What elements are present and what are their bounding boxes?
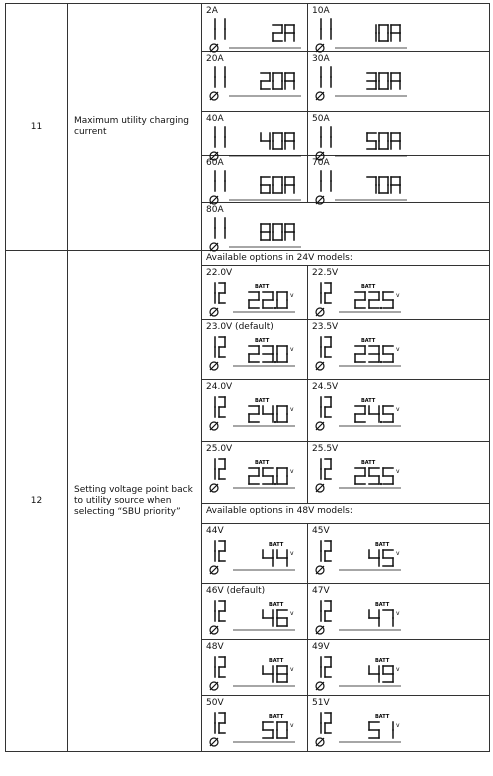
lcd-program-code-digit <box>219 657 225 677</box>
lcd-batt-label: BATT <box>375 658 390 664</box>
program-number-11: 11 <box>6 4 68 251</box>
lcd-value-digit <box>285 177 294 193</box>
setting-icon <box>316 626 324 634</box>
option-cell <box>202 584 308 640</box>
lcd-display <box>311 538 491 580</box>
option-label: 23.5V <box>312 322 339 332</box>
lcd-display <box>205 215 385 257</box>
header-48v-options: Available options in 48V models: <box>202 504 490 524</box>
program-description-12: Setting voltage point back to utility source when selecting “SBU priority” <box>68 251 202 752</box>
lcd-value-digit <box>273 73 282 89</box>
lcd-unit: v <box>396 666 400 673</box>
lcd-value-digit <box>379 25 388 41</box>
option-cell <box>202 266 308 320</box>
lcd-value-digit <box>277 406 287 422</box>
lcd-unit: v <box>396 550 400 557</box>
lcd-batt-label: BATT <box>375 714 390 720</box>
lcd-value-digit <box>355 406 365 422</box>
option-label: 50A <box>312 114 330 124</box>
lcd-unit: v <box>290 292 294 299</box>
lcd-batt-label: BATT <box>255 460 270 466</box>
setting-icon <box>210 196 218 204</box>
lcd-value-digit <box>277 346 287 362</box>
option-label: 49V <box>312 642 330 652</box>
setting-icon <box>316 92 324 100</box>
option-cell <box>308 266 490 320</box>
option-cell <box>308 52 490 112</box>
lcd-batt-label: BATT <box>361 398 376 404</box>
lcd-display <box>311 64 491 106</box>
lcd-value-digit <box>391 177 400 193</box>
option-cell <box>202 380 308 442</box>
option-label: 45V <box>312 526 330 536</box>
lcd-batt-label: BATT <box>269 658 284 664</box>
setting-icon <box>210 682 218 690</box>
lcd-unit: v <box>290 406 294 413</box>
setting-icon <box>316 44 324 52</box>
lcd-value-digit <box>391 73 400 89</box>
lcd-value-digit <box>369 346 379 362</box>
lcd-program-code-digit <box>325 337 331 357</box>
lcd-unit: v <box>290 722 294 729</box>
option-cell <box>308 696 490 752</box>
option-cell <box>202 442 308 504</box>
option-label: 24.5V <box>312 382 339 392</box>
option-label: 80A <box>206 205 224 215</box>
lcd-program-code-digit <box>325 657 331 677</box>
lcd-value-digit <box>277 292 287 308</box>
lcd-value-digit <box>263 550 273 566</box>
setting-icon <box>210 484 218 492</box>
lcd-value-digit <box>277 722 287 738</box>
lcd-program-code-digit <box>219 337 225 357</box>
lcd-decimal-point <box>274 361 276 363</box>
option-cell <box>308 524 490 584</box>
lcd-value-digit <box>285 133 294 149</box>
setting-icon <box>316 484 324 492</box>
lcd-value-digit <box>277 610 287 626</box>
lcd-value-digit <box>285 73 294 89</box>
header-24v-options: Available options in 24V models: <box>202 251 490 266</box>
lcd-value-digit <box>383 468 393 484</box>
setting-icon <box>316 308 324 316</box>
lcd-batt-label: BATT <box>361 460 376 466</box>
lcd-value-digit <box>383 406 393 422</box>
lcd-display <box>311 334 491 376</box>
lcd-value-digit <box>379 133 388 149</box>
option-label: 47V <box>312 586 330 596</box>
lcd-value-digit <box>383 550 393 566</box>
option-cell <box>308 4 490 52</box>
setting-icon <box>210 44 218 52</box>
lcd-program-code-digit <box>325 601 331 621</box>
program-description-11: Maximum utility charging current <box>68 4 202 251</box>
lcd-value-digit <box>249 292 259 308</box>
setting-icon <box>210 243 218 251</box>
option-label: 23.0V (default) <box>206 322 274 332</box>
option-label: 40A <box>206 114 224 124</box>
option-cell <box>202 696 308 752</box>
lcd-unit: v <box>396 406 400 413</box>
lcd-unit: v <box>396 722 400 729</box>
lcd-program-code-digit <box>219 713 225 733</box>
lcd-value-digit <box>379 73 388 89</box>
lcd-display <box>311 168 491 210</box>
lcd-program-code-digit <box>325 541 331 561</box>
lcd-batt-label: BATT <box>255 338 270 344</box>
setting-icon <box>210 362 218 370</box>
lcd-value-digit <box>391 25 400 41</box>
lcd-value-digit <box>261 133 270 149</box>
lcd-program-code-digit <box>219 541 225 561</box>
lcd-display <box>311 124 491 166</box>
option-label: 20A <box>206 54 224 64</box>
option-label: 30A <box>312 54 330 64</box>
option-cell <box>202 112 308 156</box>
option-label: 25.5V <box>312 444 339 454</box>
lcd-program-code-digit <box>325 459 331 479</box>
option-cell <box>202 640 308 696</box>
lcd-unit: v <box>290 666 294 673</box>
lcd-value-digit <box>369 550 379 566</box>
lcd-value-digit <box>273 177 282 193</box>
lcd-batt-label: BATT <box>269 714 284 720</box>
lcd-program-code-digit <box>325 397 331 417</box>
lcd-value-digit <box>367 177 376 193</box>
lcd-unit: v <box>290 346 294 353</box>
option-label: 46V (default) <box>206 586 266 596</box>
lcd-unit: v <box>290 550 294 557</box>
lcd-value-digit <box>261 73 270 89</box>
lcd-decimal-point <box>380 361 382 363</box>
program-number-12: 12 <box>6 251 68 752</box>
lcd-value-digit <box>355 292 365 308</box>
setting-icon <box>210 626 218 634</box>
option-cell <box>308 640 490 696</box>
lcd-program-code-digit <box>219 283 225 303</box>
lcd-unit: v <box>290 610 294 617</box>
lcd-display <box>311 280 491 322</box>
lcd-value-digit <box>369 722 379 738</box>
option-cell <box>202 4 308 52</box>
lcd-display <box>311 456 491 498</box>
lcd-value-digit <box>391 133 400 149</box>
lcd-value-digit <box>249 346 259 362</box>
lcd-program-code-digit <box>325 713 331 733</box>
lcd-value-digit <box>369 666 379 682</box>
lcd-value-digit <box>263 610 273 626</box>
lcd-decimal-point <box>380 421 382 423</box>
lcd-value-digit <box>273 133 282 149</box>
lcd-unit: v <box>396 346 400 353</box>
lcd-program-code-digit <box>219 459 225 479</box>
lcd-batt-label: BATT <box>269 602 284 608</box>
option-cell <box>308 320 490 380</box>
option-label: 10A <box>312 6 330 16</box>
option-label: 22.0V <box>206 268 233 278</box>
lcd-unit: v <box>396 468 400 475</box>
lcd-value-digit <box>383 292 393 308</box>
lcd-value-digit <box>369 406 379 422</box>
setting-icon <box>316 362 324 370</box>
option-label: 25.0V <box>206 444 233 454</box>
lcd-value-digit <box>263 722 273 738</box>
lcd-batt-label: BATT <box>361 338 376 344</box>
lcd-value-digit <box>379 177 388 193</box>
lcd-decimal-point <box>380 483 382 485</box>
lcd-value-digit <box>277 468 287 484</box>
lcd-program-code-digit <box>325 283 331 303</box>
lcd-value-digit <box>263 406 273 422</box>
lcd-value-digit <box>273 224 282 240</box>
lcd-value-digit <box>285 224 294 240</box>
setting-icon <box>210 738 218 746</box>
settings-table <box>5 3 490 752</box>
lcd-value-digit <box>277 550 287 566</box>
option-label: 44V <box>206 526 224 536</box>
setting-icon <box>210 92 218 100</box>
lcd-value-digit <box>367 133 376 149</box>
lcd-batt-label: BATT <box>255 284 270 290</box>
option-cell <box>308 584 490 640</box>
setting-icon <box>316 566 324 574</box>
lcd-value-digit <box>263 346 273 362</box>
option-label: 48V <box>206 642 224 652</box>
lcd-value-digit <box>369 468 379 484</box>
lcd-value-digit <box>263 666 273 682</box>
lcd-batt-label: BATT <box>361 284 376 290</box>
lcd-value-digit <box>273 25 282 41</box>
lcd-value-digit <box>261 177 270 193</box>
option-cell <box>202 320 308 380</box>
setting-icon <box>210 422 218 430</box>
option-label: 22.5V <box>312 268 339 278</box>
lcd-display <box>311 654 491 696</box>
option-cell <box>202 52 308 112</box>
lcd-batt-label: BATT <box>269 542 284 548</box>
lcd-decimal-point <box>274 483 276 485</box>
lcd-value-digit <box>249 468 259 484</box>
option-cell <box>308 442 490 504</box>
lcd-unit: v <box>396 610 400 617</box>
lcd-value-digit <box>383 666 393 682</box>
option-cell <box>308 112 490 156</box>
option-cell <box>202 524 308 584</box>
lcd-value-digit <box>249 406 259 422</box>
lcd-value-digit <box>369 292 379 308</box>
lcd-value-digit <box>263 468 273 484</box>
option-label: 2A <box>206 6 218 16</box>
lcd-program-code-digit <box>219 601 225 621</box>
setting-icon <box>316 196 324 204</box>
lcd-program-code-digit <box>219 397 225 417</box>
lcd-value-digit <box>369 610 379 626</box>
option-cell <box>308 380 490 442</box>
option-label: 50V <box>206 698 224 708</box>
lcd-display <box>311 710 491 752</box>
lcd-value-digit <box>383 610 393 626</box>
option-label: 24.0V <box>206 382 233 392</box>
setting-icon <box>210 566 218 574</box>
setting-icon <box>316 738 324 746</box>
lcd-decimal-point <box>274 307 276 309</box>
option-label: 70A <box>312 158 330 168</box>
setting-icon <box>210 308 218 316</box>
lcd-decimal-point <box>380 307 382 309</box>
lcd-display <box>311 16 491 58</box>
lcd-decimal-point <box>274 421 276 423</box>
lcd-unit: v <box>290 468 294 475</box>
option-label: 60A <box>206 158 224 168</box>
lcd-unit: v <box>396 292 400 299</box>
setting-icon <box>316 682 324 690</box>
lcd-value-digit <box>263 292 273 308</box>
option-label: 51V <box>312 698 330 708</box>
lcd-batt-label: BATT <box>375 542 390 548</box>
lcd-value-digit <box>367 73 376 89</box>
lcd-batt-label: BATT <box>255 398 270 404</box>
lcd-value-digit <box>383 346 393 362</box>
setting-icon <box>316 422 324 430</box>
lcd-display <box>311 598 491 640</box>
lcd-batt-label: BATT <box>375 602 390 608</box>
lcd-value-digit <box>285 25 294 41</box>
lcd-value-digit <box>355 468 365 484</box>
lcd-display <box>311 394 491 436</box>
lcd-value-digit <box>355 346 365 362</box>
lcd-value-digit <box>277 666 287 682</box>
lcd-value-digit <box>261 224 270 240</box>
